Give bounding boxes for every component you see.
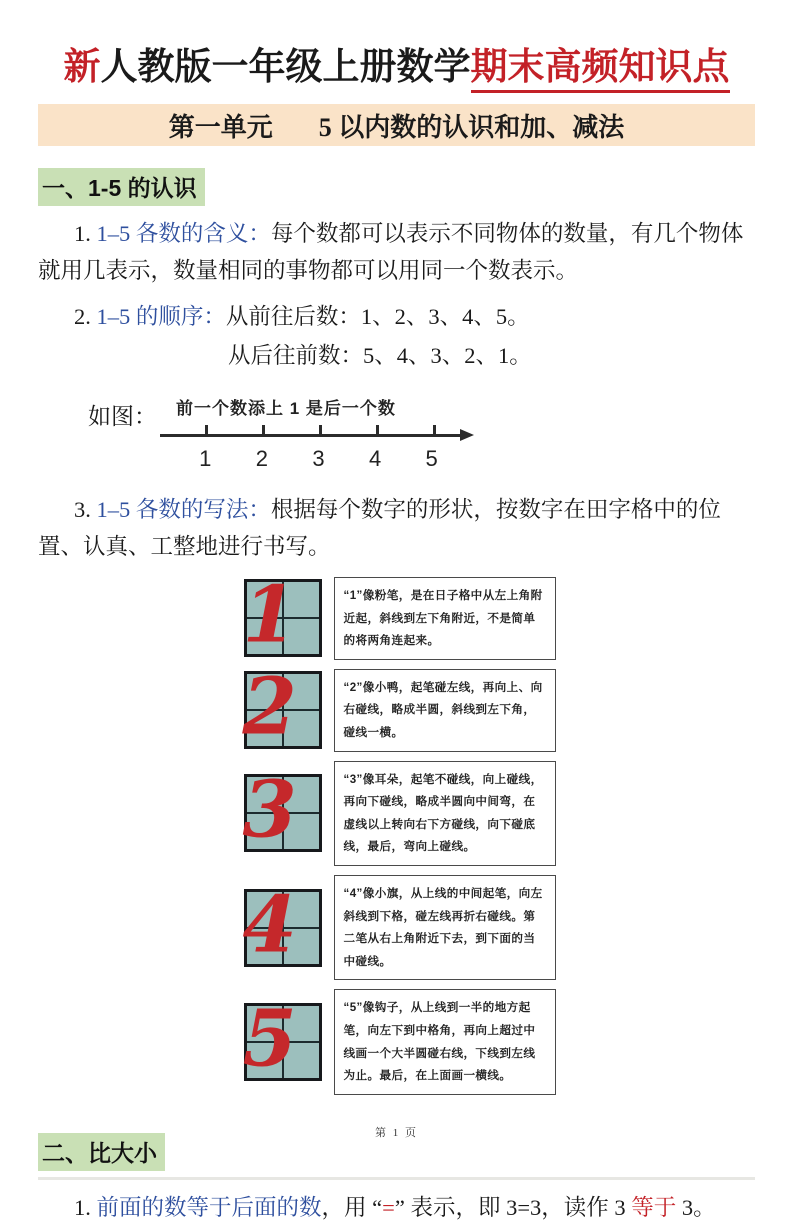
document-page [0, 46, 793, 1220]
s2-point1-tail: 3。 [676, 1194, 716, 1220]
point3-number: 3. [74, 497, 97, 523]
red-digit: 5 [242, 993, 297, 1085]
point1-text: 每个数都可以表示不同物体的数量，有几个物体就用几表示，数量相同的事物都可以用同一个数表示。 [38, 221, 744, 283]
tick-label: 2 [255, 446, 269, 472]
tick-mark-3 [319, 425, 322, 434]
tian-grid-box-3 [242, 764, 322, 856]
point3-text: 根据每个数字的形状，按数字在田字格中的位置、认真、工整地进行书写。 [38, 497, 721, 559]
writing-row-5 [244, 989, 556, 1094]
unit-banner [38, 104, 755, 146]
tick-label: 1 [199, 446, 212, 472]
tick-label: 4 [368, 446, 382, 472]
tick-mark-2 [262, 425, 265, 434]
point2-line2: 从后往前数：5、4、3、2、1。 [228, 342, 532, 368]
writing-row-3 [244, 761, 556, 866]
point1-number: 1. [74, 221, 97, 247]
tick-mark-5 [433, 425, 436, 434]
page-number: 第 1 页 [375, 1127, 418, 1139]
section2-heading: 二、比大小 [38, 1133, 165, 1171]
number-line-figure [38, 390, 755, 482]
tian-grid-box-5 [242, 993, 322, 1085]
equals-word-red: 等于 [631, 1194, 677, 1220]
tick-mark-1 [205, 425, 208, 434]
writing-row-2 [242, 661, 556, 753]
section1-point2-line1 [38, 299, 755, 335]
point1-label: 1–5 各数的含义： [96, 221, 271, 247]
divider [38, 1177, 755, 1180]
digit-description: “5”像钩子，从上线到一半的地方起笔，向左下到中格角，再向上超过中线画一个大半圆碰右线，下线到左线为止。最后，在上面画一横线。 [334, 989, 556, 1094]
point2-label: 1–5 的顺序： [96, 304, 226, 330]
s2-point1-blue: 前面的数等于后面的数 [96, 1194, 322, 1220]
red-digit: 4 [242, 879, 297, 971]
s2-point1-number: 1. [74, 1194, 97, 1220]
digit-writing-table [238, 570, 556, 1095]
section1-point2-line2 [38, 338, 755, 374]
title-red-underlined: 期末高频知识点 [471, 47, 730, 93]
digit-description: “3”像耳朵，起笔不碰线，向上碰线，再向下碰线，略成半圆向中间弯，在虚线以上转向右下方碰线，向下碰底线，最后，弯向上碰线。 [334, 761, 556, 866]
tian-grid-box-4 [242, 879, 322, 971]
s2-point1-mid1: ，用 “ [321, 1194, 383, 1220]
arrow-right-icon [460, 429, 474, 441]
digit-description: “2”像小鸭，起笔碰左线，再向上、向右碰线，略成半圆，斜线到左下角，碰线一横。 [334, 669, 556, 752]
number-line [160, 434, 460, 437]
s2-point1-mid2: ” 表示，即 3=3，读作 3 [394, 1194, 632, 1220]
digit-description: “1”像粉笔，是在日子格中从左上角附近起，斜线到左下角附近，不是简单的将两角连起来。 [334, 577, 556, 660]
writing-row-1 [242, 570, 556, 662]
point2-number: 2. [74, 304, 97, 330]
page-title [38, 46, 755, 90]
figure-note: 前一个数添上 1 是后一个数 [176, 399, 396, 419]
red-digit: 1 [242, 570, 297, 662]
figure-caption: 如图： [88, 404, 157, 430]
tick-label: 5 [425, 446, 438, 472]
unit-number: 第一单元 [168, 112, 273, 142]
section2-point1 [38, 1190, 755, 1226]
tick-mark-4 [376, 425, 379, 434]
title-black-mid: 人教版一年级上册数学 [100, 47, 471, 88]
section1-point3 [38, 492, 755, 565]
writing-row-4 [244, 875, 556, 980]
section1-heading: 一、1-5 的认识 [38, 168, 205, 206]
point2-line1: 从前往后数：1、2、3、4、5。 [225, 304, 530, 330]
section1-point1 [38, 216, 755, 289]
number-line-labels [160, 446, 460, 472]
digit-description: “4”像小旗，从上线的中间起笔，向左斜线到下格，碰左线再折右碰线。第二笔从右上角附近下去，到下面的当中碰线。 [334, 875, 556, 980]
tian-grid-box-2 [242, 661, 322, 753]
equals-sign-red: = [382, 1194, 395, 1220]
unit-topic: 5 以内数的认识和加、减法 [318, 112, 625, 142]
point3-label: 1–5 各数的写法： [96, 497, 271, 523]
red-digit: 2 [242, 661, 297, 753]
tick-label: 3 [312, 446, 325, 472]
red-digit: 3 [242, 764, 297, 856]
title-red-prefix: 新 [63, 47, 101, 88]
tian-grid-box-1 [242, 570, 322, 662]
